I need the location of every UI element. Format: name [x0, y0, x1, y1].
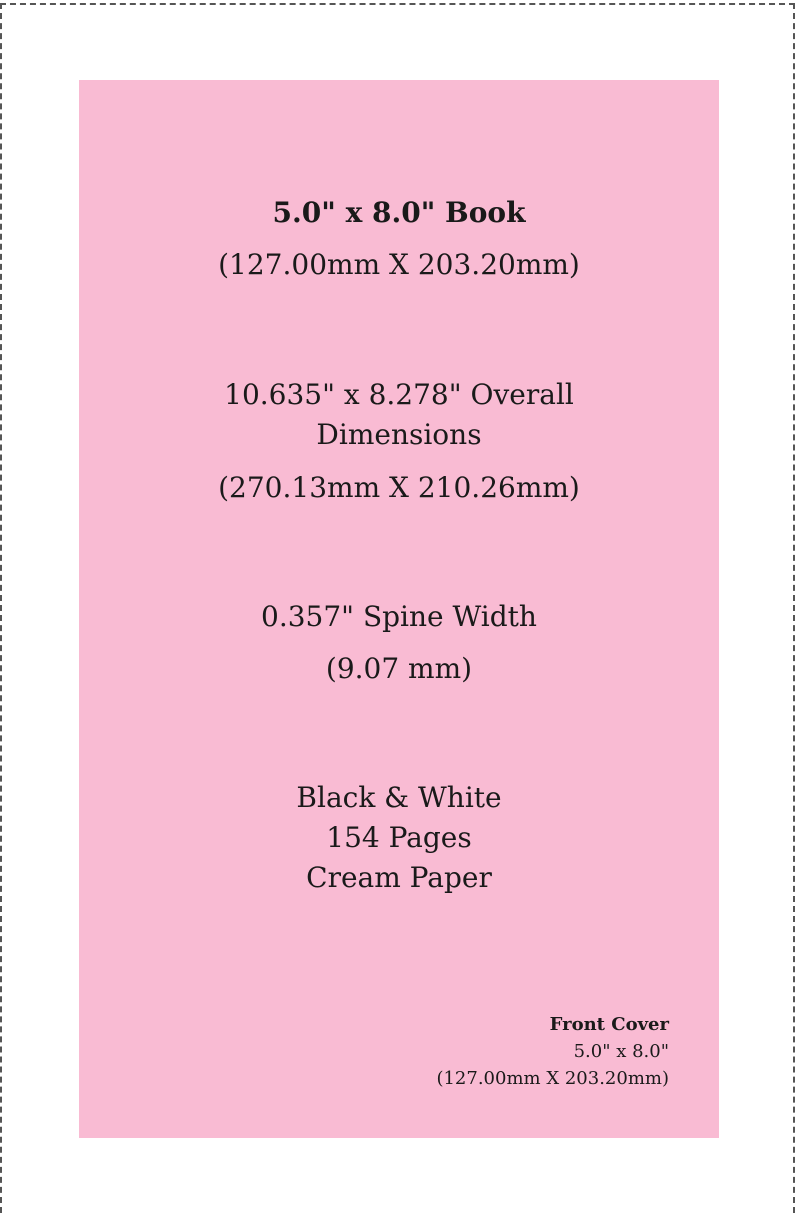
overall-dimensions-line2: Dimensions	[316, 418, 482, 451]
overall-dimensions	[79, 375, 719, 455]
spine-width: 0.357" Spine Width	[261, 600, 537, 633]
book-trim-size: 5.0" x 8.0" Book	[272, 196, 526, 229]
front-cover-label-size: 5.0" x 8.0"	[573, 1041, 669, 1062]
paper-ink: Black & White	[296, 781, 502, 814]
paper-details	[79, 778, 719, 898]
book-trim-size-mm: (127.00mm X 203.20mm)	[218, 248, 580, 281]
front-cover-label-title: Front Cover	[549, 1014, 669, 1035]
front-cover-label	[436, 1012, 669, 1092]
front-cover-panel	[79, 80, 719, 1138]
front-cover-label-size-mm: (127.00mm X 203.20mm)	[436, 1068, 669, 1089]
paper-stock: Cream Paper	[306, 861, 492, 894]
overall-dimensions-mm: (270.13mm X 210.26mm)	[218, 471, 580, 504]
paper-pages: 154 Pages	[326, 821, 472, 854]
spine-width-mm: (9.07 mm)	[325, 652, 473, 685]
overall-dimensions-line1: 10.635" x 8.278" Overall	[224, 378, 574, 411]
